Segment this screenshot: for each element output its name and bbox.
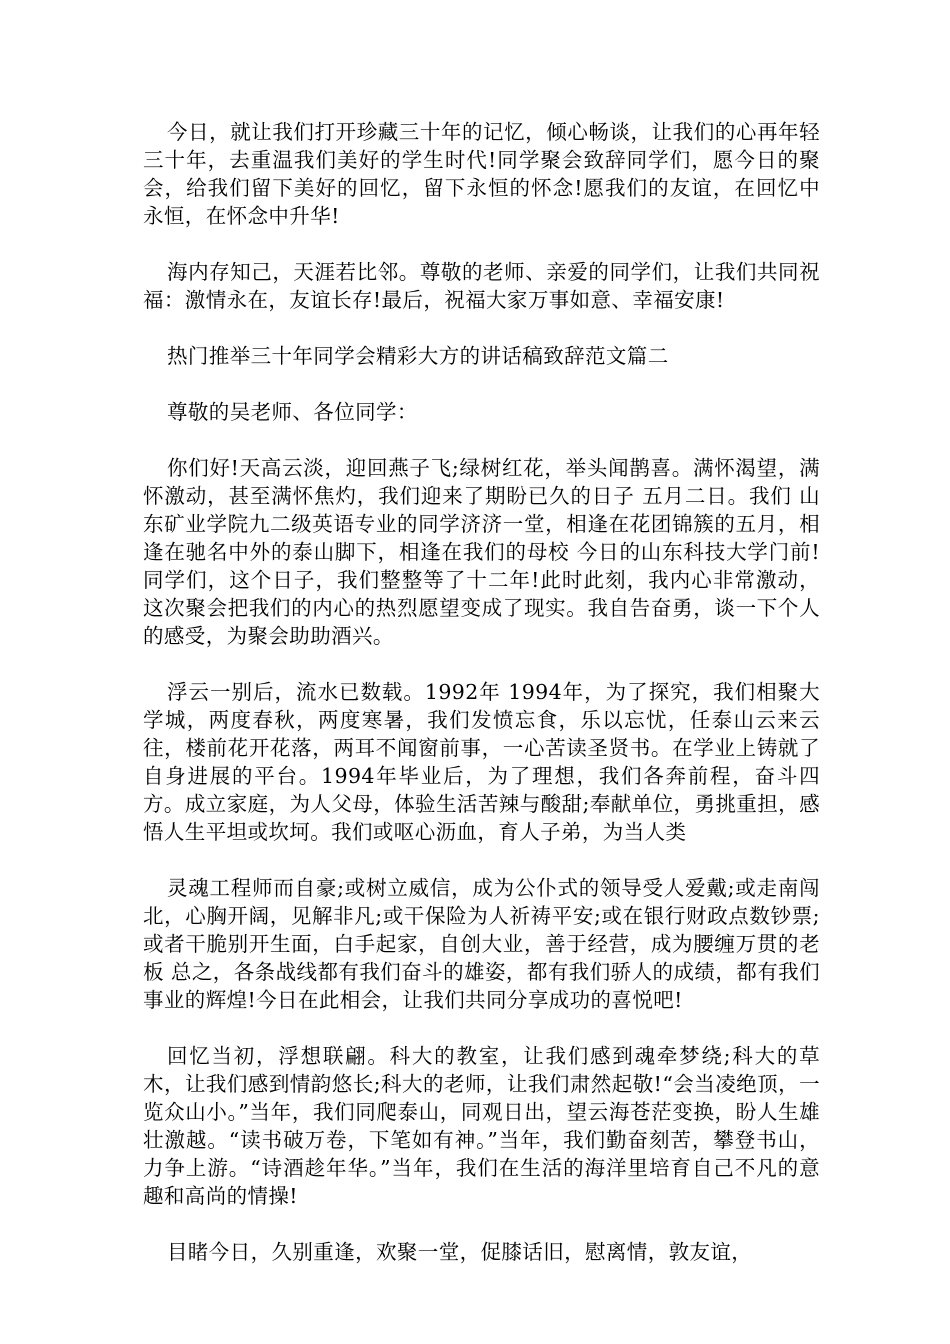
- paragraph-7: 灵魂工程师而自豪;或树立威信，成为公仆式的领导受人爱戴;或走南闯北，心胸开阔，见解非凡;或干保险为人祈祷平安;或在银行财政点数钞票;或者干脆别开生面，白手起家，自创大业，善于经营，成为腰缠万贯的老板 总之，各条战线都有我们奋斗的雄姿，都有我们骄人的成绩，都有我们事业的辉煌!今日在此相会，让我们共同分享成功的喜悦吧!: [143, 876, 820, 1012]
- paragraph-5: 你们好!天高云淡，迎回燕子飞;绿树红花，举头闻鹊喜。满怀渴望，满怀激动，甚至满怀焦灼，我们迎来了期盼已久的日子 五月二日。我们 山东矿业学院九二级英语专业的同学济济一堂，相逢在花团锦簇的五月，相逢在驰名中外的泰山脚下，相逢在我们的母校 今日的山东科技大学门前!同学们，这个日子，我们整整等了十二年!此时此刻，我内心非常激动，这次聚会把我们的内心的热烈愿望变成了现实。我自告奋勇，谈一下个人的感受，为聚会助助酒兴。: [143, 456, 820, 648]
- paragraph-8: 回忆当初，浮想联翩。科大的教室，让我们感到魂牵梦绕;科大的草木，让我们感到情韵悠长;科大的老师，让我们肃然起敬!“会当凌绝顶，一览众山小。”当年，我们同爬泰山，同观日出，望云海苍茫变换，盼人生雄壮激越。“读书破万卷，下笔如有神。”当年，我们勤奋刻苦，攀登书山，力争上游。“诗酒趁年华。”当年，我们在生活的海洋里培育自己不凡的意趣和高尚的情操!: [143, 1044, 820, 1208]
- salutation: 尊敬的吴老师、各位同学：: [167, 400, 418, 424]
- paragraph-2: 海内存知己，天涯若比邻。尊敬的老师、亲爱的同学们，让我们共同祝福：激情永在，友谊长存!最后，祝福大家万事如意、幸福安康!: [143, 260, 820, 312]
- paragraph-1: 今日，就让我们打开珍藏三十年的记忆，倾心畅谈，让我们的心再年轻三十年，去重温我们美好的学生时代!同学聚会致辞同学们，愿今日的聚会，给我们留下美好的回忆，留下永恒的怀念!愿我们的友谊，在回忆中永恒，在怀念中升华!: [143, 120, 820, 228]
- paragraph-9: 目睹今日，久别重逢，欢聚一堂，促膝话旧，慰离情，敦友谊，: [167, 1240, 753, 1264]
- section-heading: 热门推举三十年同学会精彩大方的讲话稿致辞范文篇二: [167, 344, 669, 368]
- paragraph-6: 浮云一别后，流水已数载。1992年 1994年，为了探究，我们相聚大学城，两度春秋，两度寒暑，我们发愤忘食，乐以忘忧，任泰山云来云往，楼前花开花落，两耳不闻窗前事，一心苦读圣贤书。在学业上铸就了自身进展的平台。1994年毕业后，为了理想，我们各奔前程，奋斗四方。成立家庭，为人父母，体验生活苦辣与酸甜;奉献单位，勇挑重担，感悟人生平坦或坎坷。我们或呕心沥血，育人子弟，为当人类: [143, 680, 820, 844]
- document-body: [143, 118, 820, 1294]
